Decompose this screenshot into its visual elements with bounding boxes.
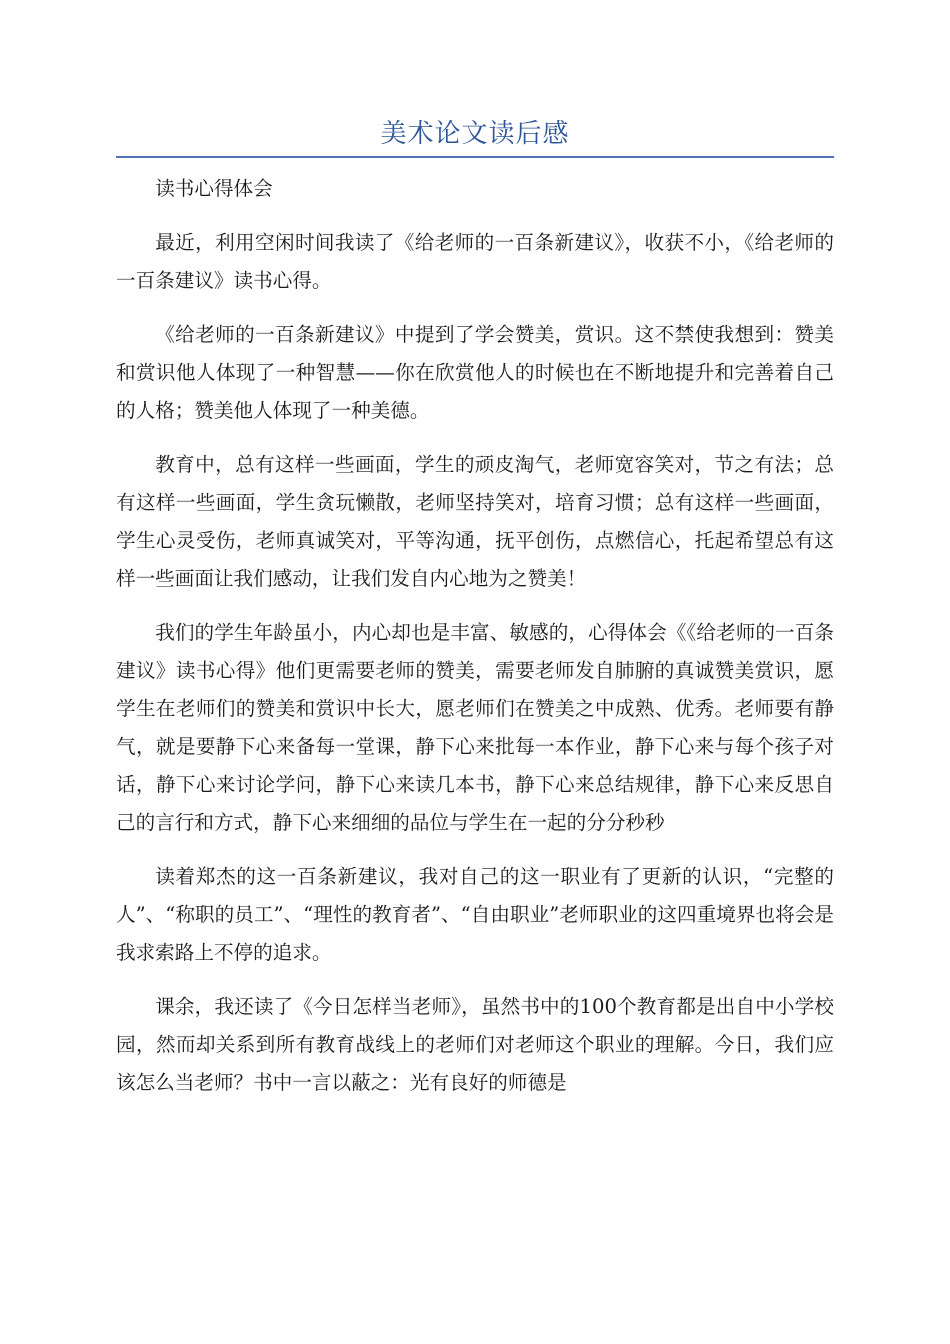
paragraph: 课余，我还读了《今日怎样当老师》，虽然书中的100个教育都是出自中小学校园，然而却关系到所有教育战线上的老师们对老师这个职业的理解。今日，我们应该怎么当老师？书中一言以蔽之：光有良好的师德是	[116, 995, 834, 1094]
paragraph: 最近，利用空闲时间我读了《给老师的一百条新建议》，收获不小，《给老师的一百条建议》读书心得。	[116, 231, 834, 292]
document-title: 美术论文读后感	[380, 119, 570, 149]
paragraph: 《给老师的一百条新建议》中提到了学会赞美，赏识。这不禁使我想到：赞美和赏识他人体现了一种智慧——你在欣赏他人的时候也在不断地提升和完善着自己的人格；赞美他人体现了一种美德。	[116, 323, 834, 422]
title-underline	[116, 156, 834, 158]
section-heading: 读书心得体会	[155, 177, 273, 200]
paragraph: 读着郑杰的这一百条新建议，我对自己的这一职业有了更新的认识，“完整的人”、“称职的员工”、“理性的教育者”、“自由职业”老师职业的这四重境界也将会是我求索路上不停的追求。	[116, 865, 834, 964]
document-page	[116, 112, 834, 1118]
paragraph: 我们的学生年龄虽小，内心却也是丰富、敏感的，心得体会《《给老师的一百条建议》读书心得》他们更需要老师的赞美，需要老师发自肺腑的真诚赞美赏识，愿学生在老师们的赞美和赏识中长大，愿老师们在赞美之中成熟、优秀。老师要有静气，就是要静下心来备每一堂课，静下心来批每一本作业，静下心来与每个孩子对话，静下心来讨论学问，静下心来读几本书，静下心来总结规律，静下心来反思自己的言行和方式，静下心来细细的品位与学生在一起的分分秒秒	[116, 621, 834, 834]
paragraph: 教育中，总有这样一些画面，学生的顽皮淘气，老师宽容笑对，节之有法；总有这样一些画面，学生贪玩懒散，老师坚持笑对，培育习惯；总有这样一些画面，学生心灵受伤，老师真诚笑对，平等沟通，抚平创伤，点燃信心，托起希望总有这样一些画面让我们感动，让我们发自内心地为之赞美！	[116, 453, 834, 590]
